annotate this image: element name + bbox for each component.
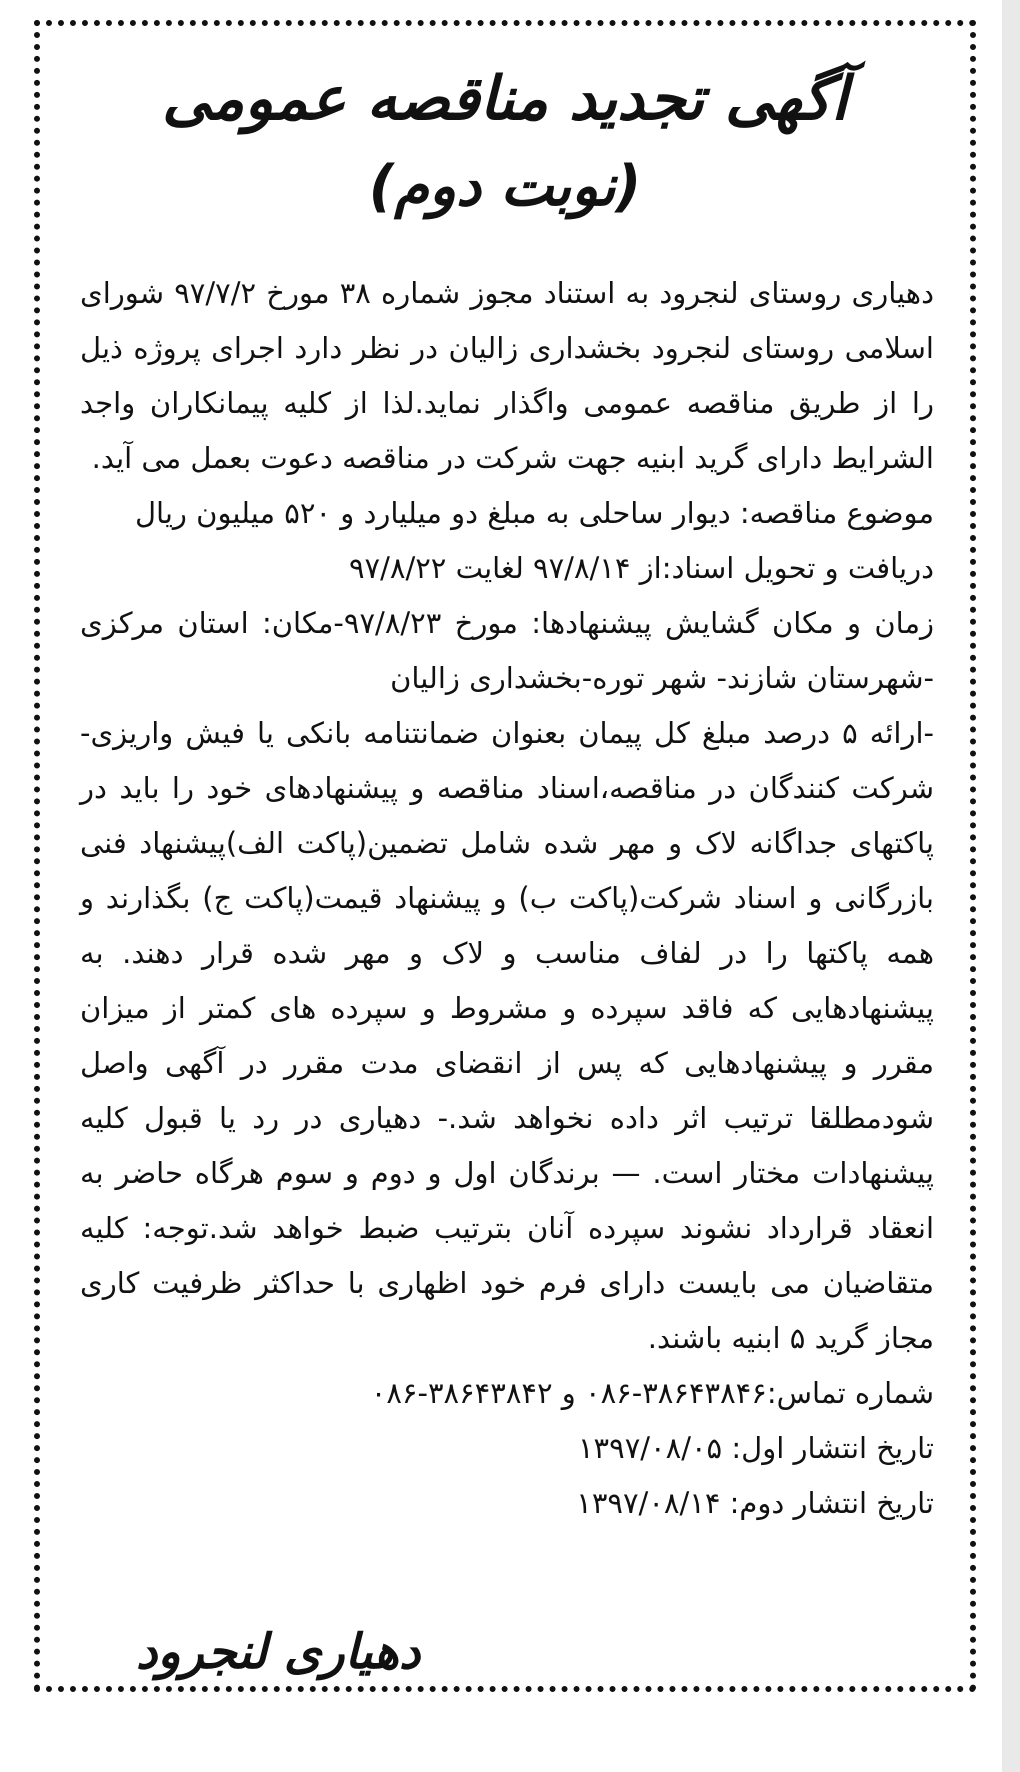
notice-body	[80, 266, 934, 1531]
contact-number: شماره تماس:۳۸۶۴۳۸۴۶-۰۸۶ و ۳۸۶۴۳۸۴۲-۰۸۶	[370, 1376, 934, 1410]
first-publication-date: تاریخ انتشار اول: ۱۳۹۷/۰۸/۰۵	[577, 1431, 934, 1465]
notice-title: آگهی تجدید مناقصه عمومی	[162, 64, 848, 134]
tender-subject: موضوع مناقصه: دیوار ساحلی به مبلغ دو میلیارد و ۵۲۰ میلیون ریال	[134, 496, 934, 530]
signature: دهیاری لنجرود	[136, 1624, 421, 1680]
opening-time-place: زمان و مکان گشایش پیشنهادها: مورخ ۹۷/۸/۲۳-مکان: استان مرکزی -شهرستان شازند- شهر توره-بخشداری زالیان	[80, 606, 934, 695]
conditions-paragraph: -ارائه ۵ درصد مبلغ کل پیمان بعنوان ضمانتنامه بانکی یا فیش واریزی- شرکت کنندگان در مناقصه،اسناد مناقصه و پیشنهادهای خود را باید در پاکتهای جداگانه لاک و مهر شده شامل تضمین(پاکت الف)پیشنهاد فنی بازرگانی و اسناد شرکت(پاکت ب) و پیشنهاد قیمت(پاکت ج) بگذارند و همه پاکتها را در لفاف مناسب و لاک و مهر شده قرار دهند. به پیشنهادهایی که فاقد سپرده و مشروط و سپرده های کمتر از میزان مقرر و پیشنهادهایی که پس از انقضای مدت مقرر در آگهی واصل شودمطلقا ترتیب اثر داده نخواهد شد.- دهیاری در رد یا قبول کلیه پیشنهادات مختار است. — برندگان اول و دوم و سوم هرگاه حاضر به انعقاد قرارداد نشوند سپرده آنان بترتیب ضبط خواهد شد.توجه: کلیه متقاضیان می بایست دارای فرم خود اظهاری با حداکثر ظرفیت کاری مجاز گرید ۵ ابنیه باشند.	[80, 716, 934, 1355]
notice-subtitle: (نوبت دوم)	[368, 154, 642, 219]
second-publication-date: تاریخ انتشار دوم: ۱۳۹۷/۰۸/۱۴	[576, 1486, 934, 1520]
page-edge-strip	[1002, 0, 1020, 1772]
notice-frame	[34, 20, 976, 1692]
documents-period: دریافت و تحویل اسناد:از ۹۷/۸/۱۴ لغایت ۹۷/۸/۲۲	[348, 551, 934, 585]
intro-paragraph: دهیاری روستای لنجرود به استناد مجوز شماره ۳۸ مورخ ۹۷/۷/۲ شورای اسلامی روستای لنجرود بخشداری زالیان در نظر دارد اجرای پروژه ذیل را از طریق مناقصه عمومی واگذار نماید.لذا از کلیه پیمانکاران واجد الشرایط دارای گرید ابنیه جهت شرکت در مناقصه دعوت بعمل می آید.	[80, 276, 934, 475]
